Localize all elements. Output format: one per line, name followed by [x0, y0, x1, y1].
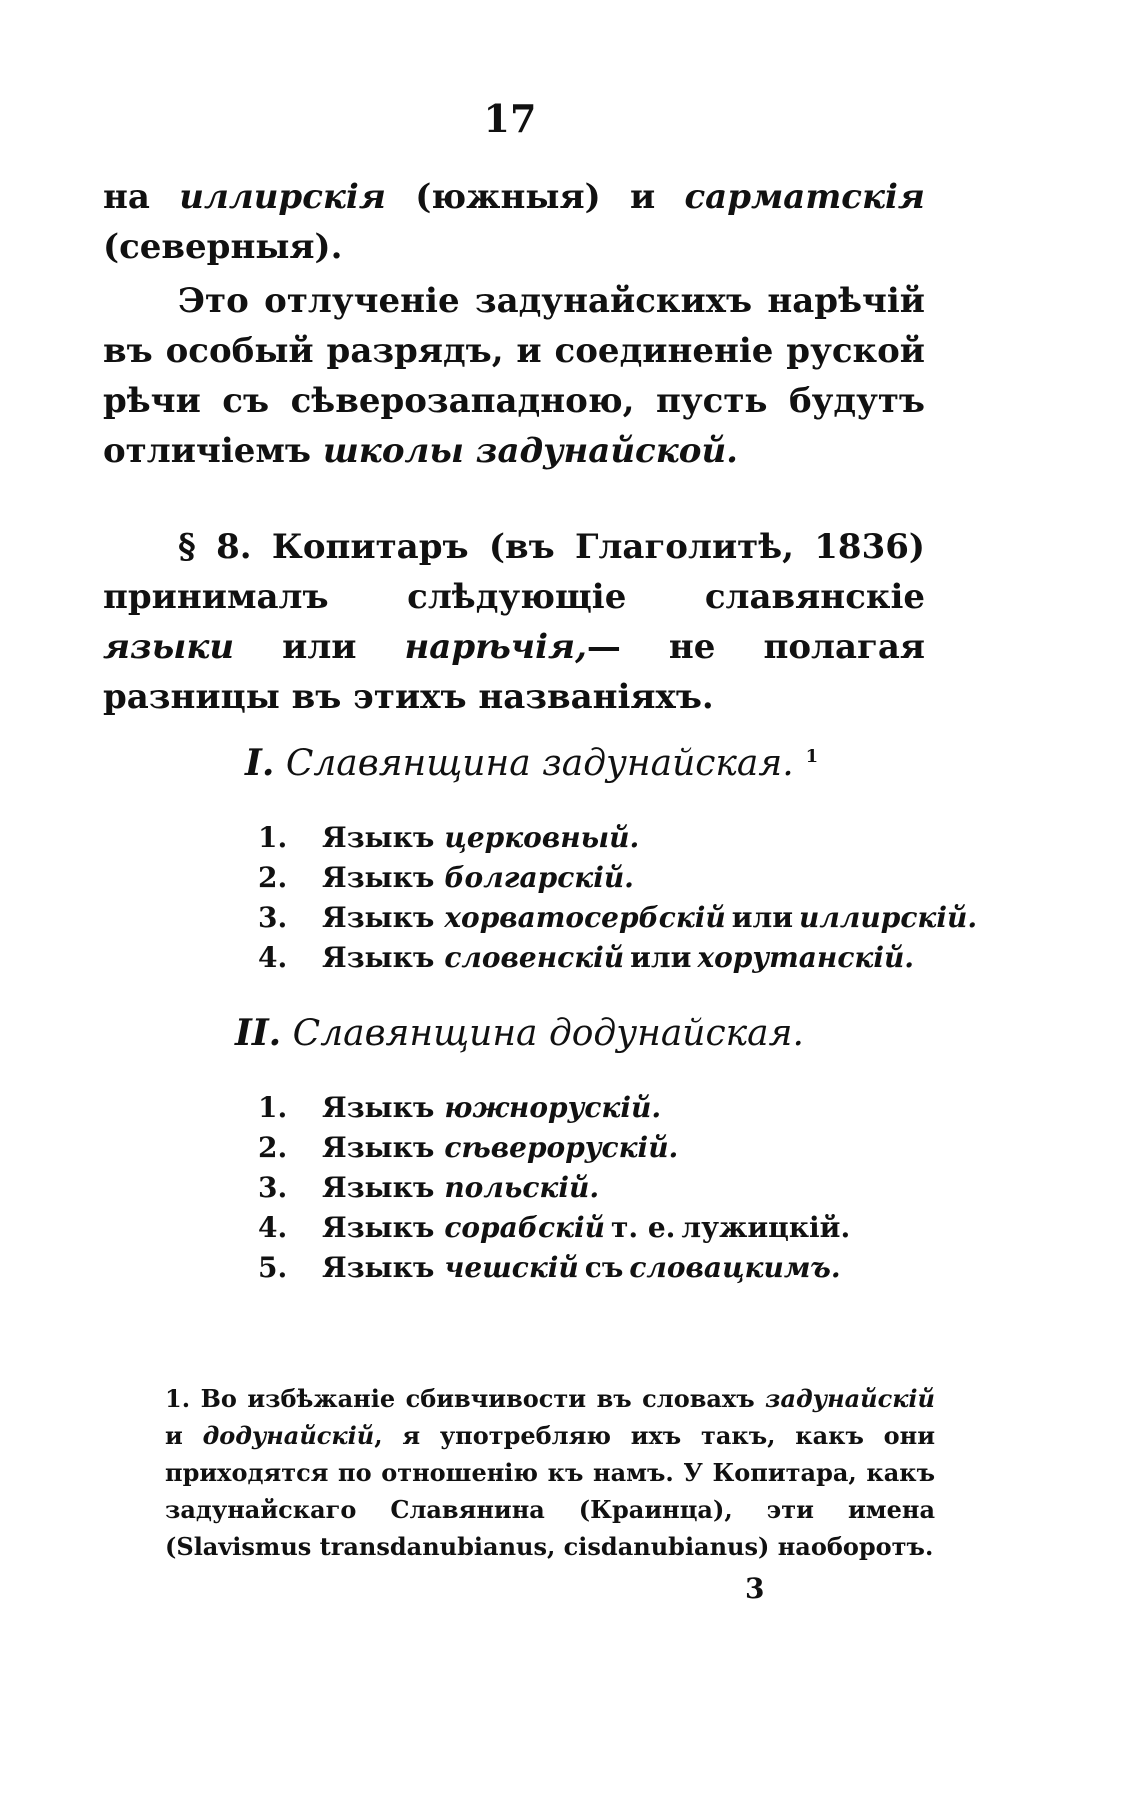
italic-term: языки	[103, 627, 235, 667]
text: на	[103, 177, 180, 217]
footnote	[165, 1380, 935, 1565]
item-connector: т. е.	[611, 1211, 676, 1244]
item-name: хорватосербскій	[444, 901, 726, 934]
language-list-cisdanubian	[258, 1088, 850, 1288]
paragraph-2	[103, 276, 925, 476]
item-name: сѣверорускій.	[444, 1131, 679, 1164]
item-label: Языкъ	[322, 901, 435, 934]
italic-term: задунайскій	[765, 1384, 935, 1413]
item-name: болгарскій.	[444, 861, 634, 894]
list-item	[258, 1168, 850, 1208]
text: Это отлученіе задунайскихъ нарѣчій въ особый разрядъ, и соединеніе руской рѣчи съ сѣверозападною, пусть будутъ отличіемъ	[103, 281, 925, 471]
item-label: Языкъ	[322, 1251, 435, 1284]
paragraph-1	[103, 172, 925, 272]
item-number: 4.	[258, 941, 288, 974]
section-title: Славянщина додунайская.	[292, 1013, 804, 1054]
item-label: Языкъ	[322, 1091, 435, 1124]
language-list-transdanubian	[258, 818, 977, 978]
italic-term: нарѣчія,	[404, 627, 587, 667]
list-item	[258, 1088, 850, 1128]
item-alt-name: лужицкій.	[681, 1211, 851, 1244]
list-item	[258, 1208, 850, 1248]
section-title: Славянщина задунайская.	[285, 743, 794, 784]
list-item	[258, 818, 977, 858]
text: — не полагая разницы въ этихъ названіяхъ.	[103, 627, 925, 717]
item-connector: или	[731, 901, 794, 934]
text: Во избѣжаніе сбивчивости въ словахъ	[200, 1384, 766, 1413]
item-alt-name: иллирскій.	[799, 901, 978, 934]
item-label: Языкъ	[322, 1211, 435, 1244]
text: или	[234, 627, 405, 667]
item-label: Языкъ	[322, 1171, 435, 1204]
footnote-mark: 1	[805, 746, 819, 767]
text: (южныя) и	[385, 177, 685, 217]
text: (северныя).	[103, 227, 343, 267]
item-label: Языкъ	[322, 1131, 435, 1164]
item-number: 1.	[258, 1091, 288, 1124]
item-number: 3.	[258, 1171, 288, 1204]
roman-numeral: I.	[245, 742, 275, 784]
paragraph-section-8	[103, 522, 925, 722]
list-item	[258, 938, 977, 978]
item-alt-name: словацкимъ.	[629, 1251, 841, 1284]
item-number: 1.	[258, 821, 288, 854]
item-alt-name: хорутанскій.	[697, 941, 915, 974]
item-name: сорабскій	[444, 1211, 605, 1244]
section-heading-cisdanubian	[235, 1012, 804, 1054]
item-number: 2.	[258, 861, 288, 894]
item-label: Языкъ	[322, 941, 435, 974]
item-label: Языкъ	[322, 861, 435, 894]
item-connector: съ	[584, 1251, 624, 1284]
italic-term: додунайскій	[202, 1421, 375, 1450]
page-number: 17	[483, 96, 537, 141]
item-name: словенскій	[444, 941, 625, 974]
item-number: 4.	[258, 1211, 288, 1244]
text: , я употребляю ихъ такъ, какъ они приходятся по отношенію къ намъ. У Копитара, какъ задунайскаго Славянина (Краинца), эти имена (Slavismus transdanubianus, cisdanubianus) наоборотъ.	[165, 1421, 936, 1561]
text: § 8. Копитаръ (въ Глаголитѣ, 1836) принималъ слѣдующіе славянскіе	[103, 527, 925, 617]
item-name: польскій.	[444, 1171, 600, 1204]
list-item	[258, 898, 977, 938]
list-item	[258, 1248, 850, 1288]
item-label: Языкъ	[322, 821, 435, 854]
list-item	[258, 858, 977, 898]
item-number: 2.	[258, 1131, 288, 1164]
italic-term: сарматскія	[684, 177, 925, 217]
item-name: чешскій	[444, 1251, 579, 1284]
signature-mark: 3	[745, 1572, 765, 1605]
item-number: 3.	[258, 901, 288, 934]
item-name: церковный.	[444, 821, 640, 854]
item-connector: или	[630, 941, 692, 974]
item-name: южнорускій.	[444, 1091, 662, 1124]
item-number: 5.	[258, 1251, 288, 1284]
roman-numeral: II.	[235, 1012, 282, 1054]
section-heading-transdanubian	[245, 742, 818, 784]
text: и	[165, 1421, 203, 1450]
italic-term: иллирскія	[179, 177, 386, 217]
footnote-number: 1.	[165, 1384, 191, 1413]
list-item	[258, 1128, 850, 1168]
italic-term: школы задунайской.	[322, 431, 738, 471]
